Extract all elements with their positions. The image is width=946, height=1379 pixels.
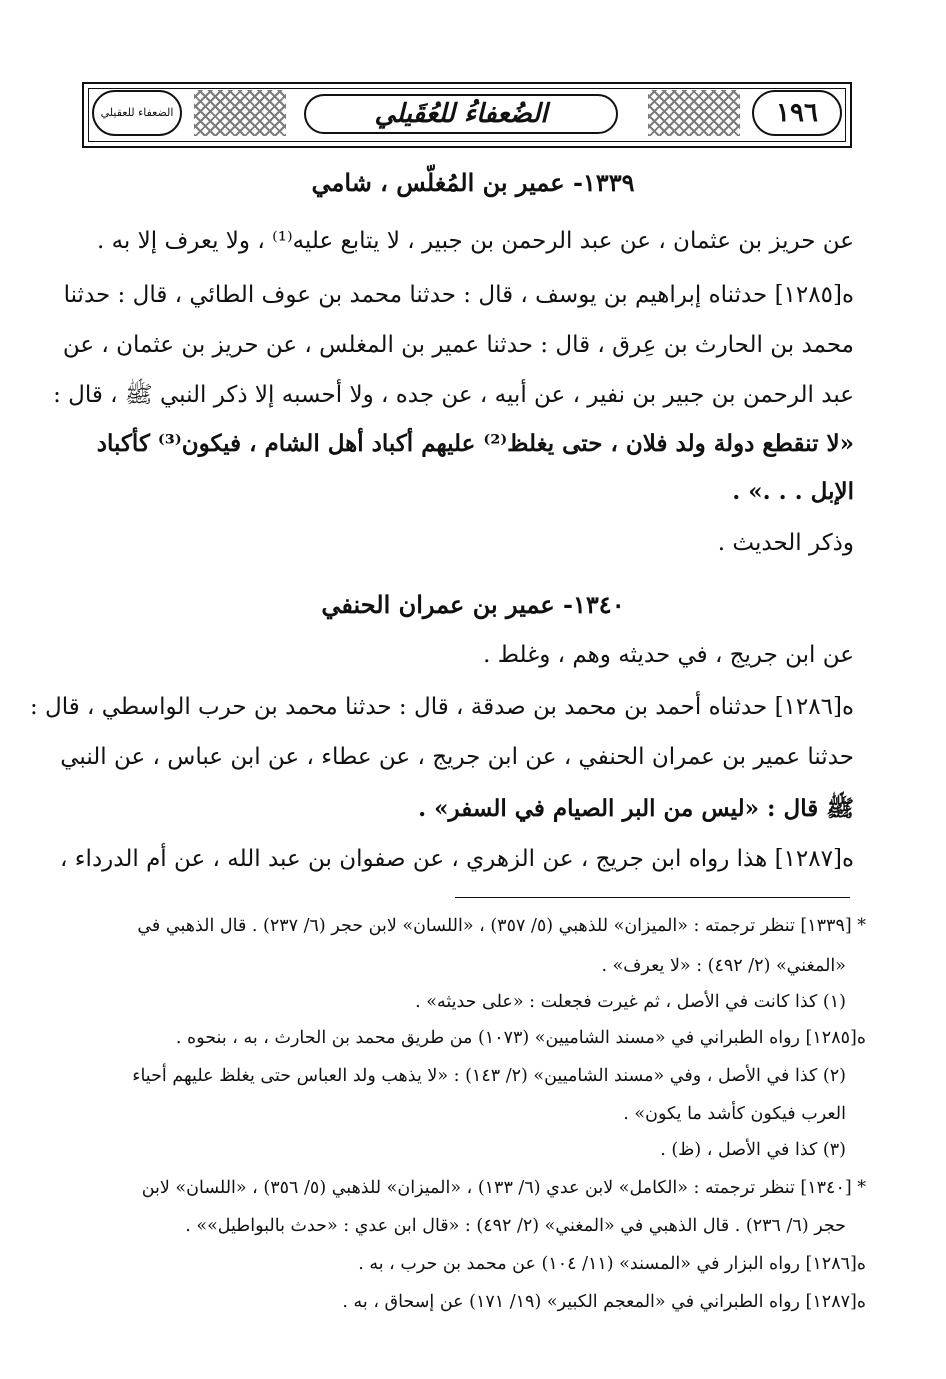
footnote-line: حجر (٦/ ٢٣٦) . قال الذهبي في «المغني» (٢/ ٤٩٢) : «قال ابن عدي : «حدث بالبواطيل»» .: [185, 1216, 846, 1236]
footnote-line: * [١٣٣٩] تنظر ترجمته : «الميزان» للذهبي (٥/ ٣٥٧) ، «اللسان» لابن حجر (٦/ ٢٣٧) . قال الذهبي في: [137, 916, 866, 936]
hadith-1286-line-2: حدثنا عمير بن عمران الحنفي ، عن ابن جريج ، عن عطاء ، عن ابن عباس ، عن النبي: [60, 744, 854, 770]
hadith-1285-line-3: عبد الرحمن بن جبير بن نفير ، عن أبيه ، عن جده ، ولا أحسبه إلا ذكر النبي ﷺ ، قال :: [53, 382, 854, 408]
page-header: [82, 82, 852, 148]
hadith-1285-line-5: الإبل . . .» .: [732, 478, 854, 505]
hadith-1286-line-1: ه[١٢٨٦] حدثناه أحمد بن محمد بن صدقة ، قال : حدثنا محمد بن حرب الواسطي ، قال :: [29, 694, 854, 720]
hadith-1285-line-2: محمد بن الحارث بن عِرق ، قال : حدثنا عمير بن المغلس ، عن حريز بن عثمان ، عن: [62, 332, 854, 358]
footnote-line: (٣) كذا في الأصل ، (ظ) .: [660, 1140, 846, 1160]
hadith-1286-line-3: ﷺ قال : «ليس من البر الصيام في السفر» .: [418, 795, 854, 822]
entry-intro-1339: عن حريز بن عثمان ، عن عبد الرحمن بن جبير ، لا يتابع عليه⁽¹⁾ ، ولا يعرف إلا به .: [96, 228, 854, 254]
hadith-1285-line-1: ه[١٢٨٥] حدثناه إبراهيم بن يوسف ، قال : حدثنا محمد بن عوف الطائي ، قال : حدثنا: [63, 282, 854, 308]
footnote-line: (٢) كذا في الأصل ، وفي «مسند الشاميين» (٢/ ١٤٣) : «لا يذهب ولد العباس حتى يغلظ عليهم أحياء: [132, 1066, 846, 1086]
footnote-separator: [455, 897, 850, 898]
book-title: الضُعفاءُ للعُقَيلي: [304, 94, 618, 134]
entry-heading-1339: ١٣٣٩- عمير بن المُغلّس ، شامي: [311, 168, 635, 197]
ornament-right: [648, 90, 740, 136]
hadith-1285-line-4: «لا تنقطع دولة ولد فلان ، حتى يغلظ⁽²⁾ عليهم أكباد أهل الشام ، فيكون⁽³⁾ كأكباد: [96, 430, 854, 457]
entry-heading-1340: ١٣٤٠- عمير بن عمران الحنفي: [321, 590, 625, 619]
page-number: ١٩٦: [752, 90, 842, 136]
footnote-line: ه[١٢٨٦] رواه البزار في «المسند» (١١/ ١٠٤) عن محمد بن حرب ، به .: [358, 1254, 866, 1274]
footnote-line: ه[١٢٨٥] رواه الطبراني في «مسند الشاميين» (١٠٧٣) من طريق محمد بن الحارث ، به ، بنحوه .: [175, 1028, 866, 1048]
footnote-line: ه[١٢٨٧] رواه الطبراني في «المعجم الكبير» (١٩/ ١٧١) عن إسحاق ، به .: [342, 1292, 866, 1312]
ornament-left: [194, 90, 286, 136]
footnote-line: «المغني» (٢/ ٤٩٢) : «لا يعرف» .: [601, 956, 846, 976]
footnote-line: العرب فيكون كأشد ما يكون» .: [623, 1104, 846, 1124]
emblem-left: الضعفاء للعقيلي: [92, 90, 182, 136]
entry-intro-1340: عن ابن جريج ، في حديثه وهم ، وغلط .: [483, 642, 854, 668]
footnote-line: (١) كذا كانت في الأصل ، ثم غيرت فجعلت : «على حديثه» .: [415, 992, 846, 1012]
hadith-1287-line-1: ه[١٢٨٧] هذا رواه ابن جريج ، عن الزهري ، عن صفوان بن عبد الله ، عن أم الدرداء ،: [60, 846, 854, 872]
footnote-line: * [١٣٤٠] تنظر ترجمته : «الكامل» لابن عدي (٦/ ١٣٣) ، «الميزان» للذهبي (٥/ ٣٥٦) ، «اللسان» لابن: [141, 1178, 866, 1198]
entry-tail-1339: وذكر الحديث .: [717, 530, 854, 556]
